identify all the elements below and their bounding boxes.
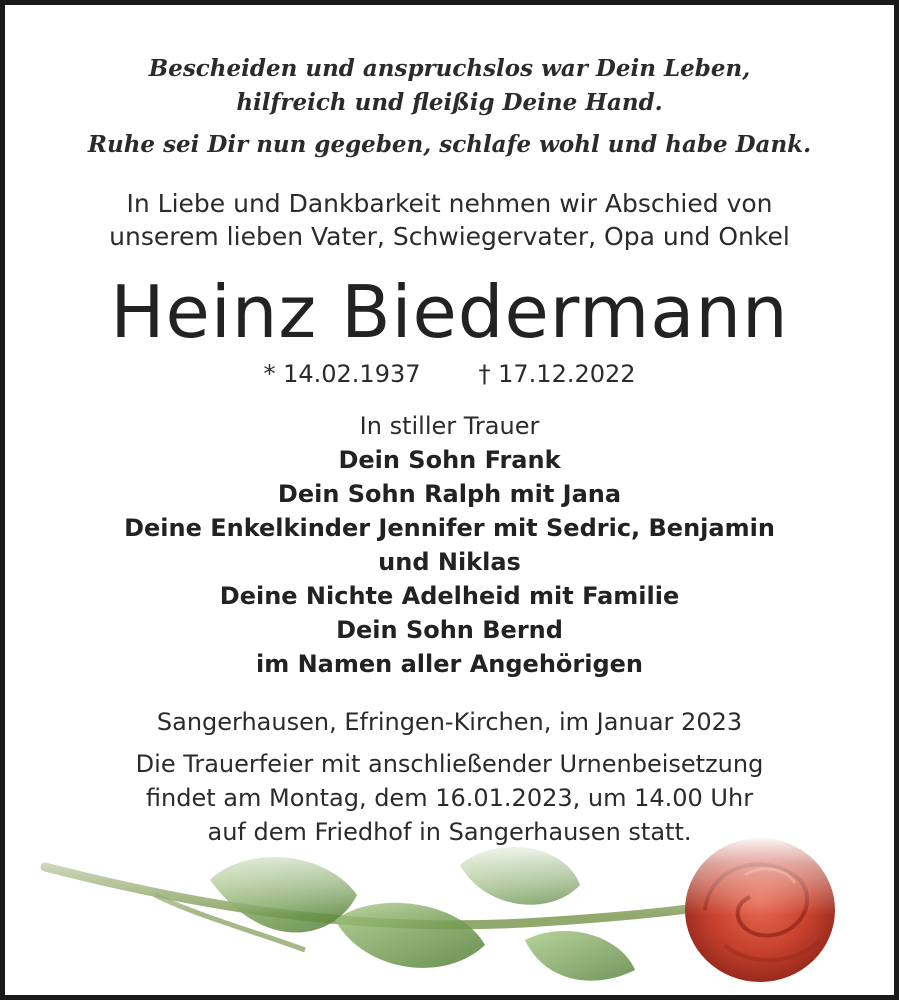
- family-member: Dein Sohn Ralph mit Jana: [277, 480, 622, 508]
- notice-content: [5, 5, 894, 849]
- family-member: Deine Enkelkinder Jennifer mit Sedric, Benjamin: [124, 514, 775, 542]
- intro-line: In Liebe und Dankbarkeit nehmen wir Abschied von: [126, 189, 773, 218]
- funeral-line: Die Trauerfeier mit anschließender Urnenbeisetzung: [135, 750, 764, 778]
- life-dates: [5, 359, 894, 389]
- mourning-label: In stiller Trauer: [359, 412, 540, 440]
- birth-date: * 14.02.1937: [263, 360, 421, 388]
- intro-text: [5, 187, 894, 253]
- funeral-line: auf dem Friedhof in Sangerhausen statt.: [207, 818, 692, 846]
- funeral-info: [5, 747, 894, 849]
- family-member: und Niklas: [378, 548, 521, 576]
- deceased-name: Heinz Biedermann: [110, 270, 789, 354]
- family-member: Dein Sohn Bernd: [336, 616, 563, 644]
- family-member: im Namen aller Angehörigen: [255, 650, 643, 678]
- verse-line: hilfreich und fleißig Deine Hand.: [236, 89, 663, 116]
- funeral-line: findet am Montag, dem 16.01.2023, um 14.00 Uhr: [145, 784, 754, 812]
- family-member: Dein Sohn Frank: [338, 446, 561, 474]
- intro-line: unserem lieben Vater, Schwiegervater, Opa und Onkel: [109, 222, 790, 251]
- family-member: Deine Nichte Adelheid mit Familie: [219, 582, 680, 610]
- verse-line: Ruhe sei Dir nun gegeben, schlafe wohl und habe Dank.: [87, 131, 812, 158]
- place-date: Sangerhausen, Efringen-Kirchen, im Januar 2023: [156, 708, 743, 736]
- verse-line: Bescheiden und anspruchslos war Dein Leben,: [148, 55, 751, 82]
- death-date: † 17.12.2022: [478, 360, 636, 388]
- family-list: [5, 443, 894, 681]
